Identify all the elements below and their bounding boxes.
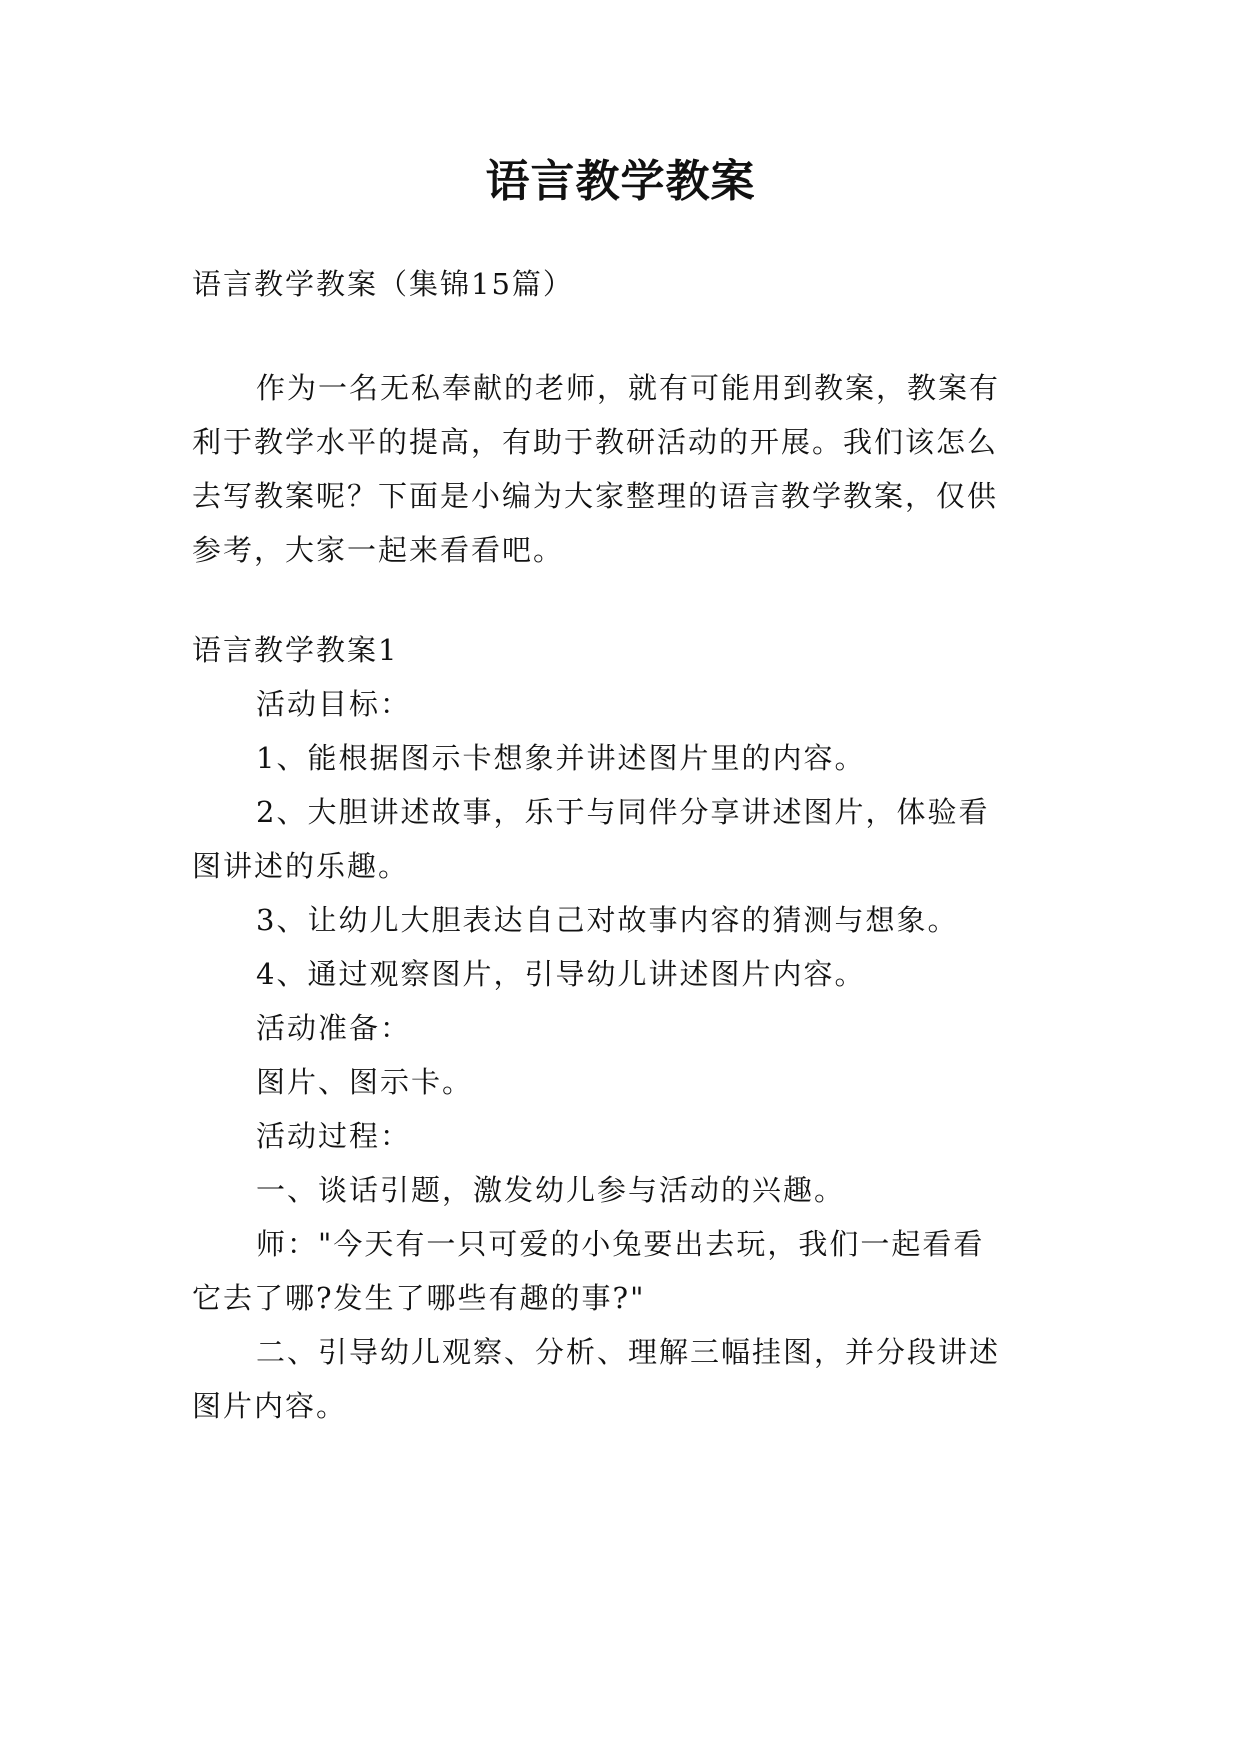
section-heading: 语言教学教案1 xyxy=(192,633,399,667)
goal-2-line-2: 图讲述的乐趣。 xyxy=(192,849,410,883)
goals-label: 活动目标： xyxy=(256,687,412,721)
step-1: 一、谈话引题，激发幼儿参与活动的兴趣。 xyxy=(256,1173,846,1207)
intro-line-1: 作为一名无私奉献的老师，就有可能用到教案，教案有 xyxy=(256,371,1001,405)
goal-2-line-1: 2、大胆讲述故事，乐于与同伴分享讲述图片，体验看 xyxy=(256,795,990,829)
process-label: 活动过程： xyxy=(256,1119,412,1153)
intro-line-3: 去写教案呢？下面是小编为大家整理的语言教学教案，仅供 xyxy=(192,479,999,513)
document-title: 语言教学教案 xyxy=(485,156,756,207)
step-2-line-2: 图片内容。 xyxy=(192,1389,348,1423)
goal-4: 4、通过观察图片，引导幼儿讲述图片内容。 xyxy=(256,957,866,991)
document-subtitle: 语言教学教案（集锦15篇） xyxy=(192,267,574,301)
intro-line-4: 参考，大家一起来看看吧。 xyxy=(192,533,565,567)
step-2-line-1: 二、引导幼儿观察、分析、理解三幅挂图，并分段讲述 xyxy=(256,1335,1001,1369)
goal-1: 1、能根据图示卡想象并讲述图片里的内容。 xyxy=(256,741,866,775)
prep-text: 图片、图示卡。 xyxy=(256,1065,474,1099)
goal-3: 3、让幼儿大胆表达自己对故事内容的猜测与想象。 xyxy=(256,903,959,937)
intro-line-2: 利于教学水平的提高，有助于教研活动的开展。我们该怎么 xyxy=(192,425,999,459)
teacher-line-1: 师："今天有一只可爱的小兔要出去玩，我们一起看看 xyxy=(256,1227,985,1261)
teacher-line-2: 它去了哪?发生了哪些有趣的事?" xyxy=(192,1281,646,1315)
prep-label: 活动准备： xyxy=(256,1011,412,1045)
